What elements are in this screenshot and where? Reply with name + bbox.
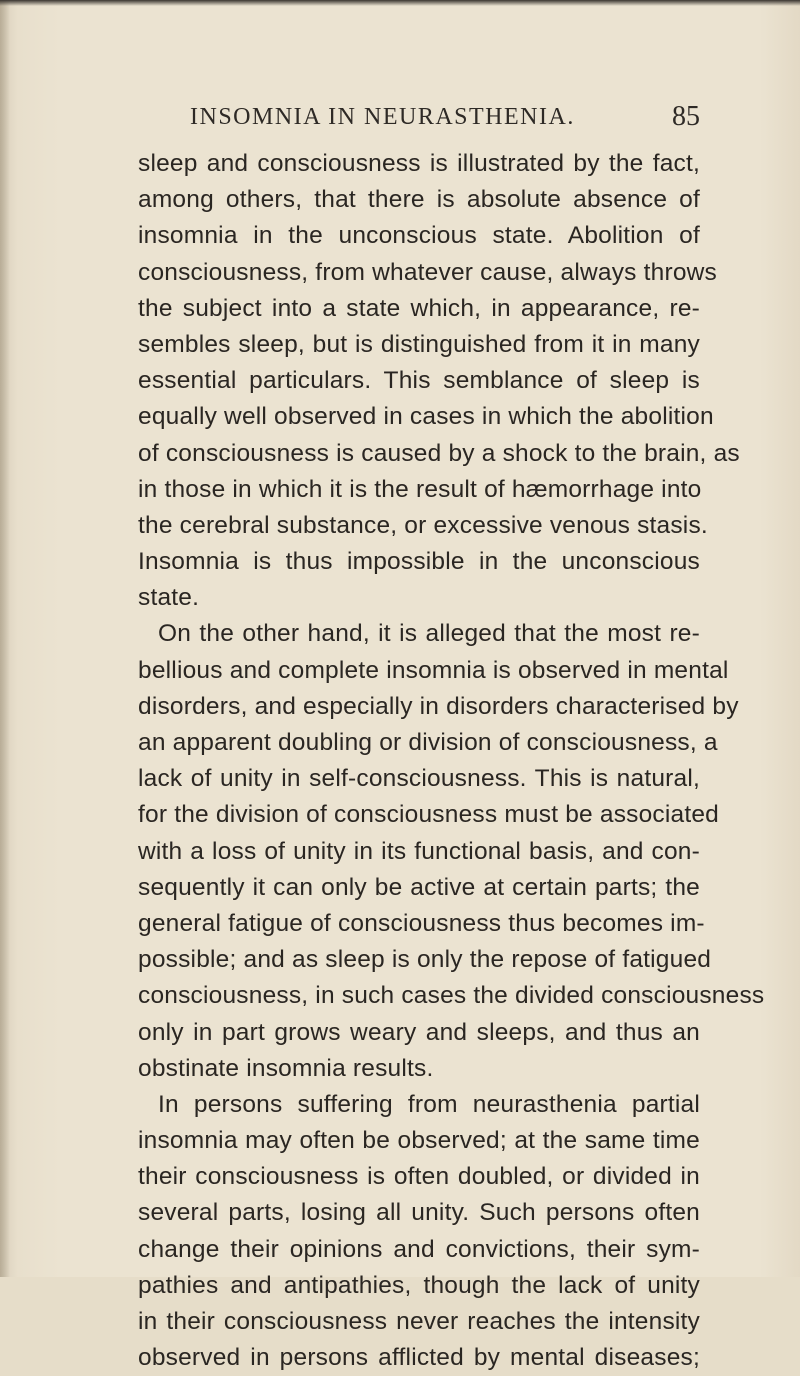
text-line: disorders, and especially in disorders characterised by [138, 692, 739, 720]
text-line: consciousness, in such cases the divided consciousness [138, 982, 765, 1010]
page-number: 85 [672, 101, 700, 132]
text-line: change their opinions and convictions, their sym- [138, 1235, 700, 1263]
text-line: equally well observed in cases in which the abolition [138, 403, 714, 431]
page-top-edge [0, 0, 800, 6]
text-line: Insomnia is thus impossible in the unconscious [138, 548, 700, 576]
text-line: sequently it can only be active at certain parts; the [138, 873, 700, 901]
text-line: an apparent doubling or division of consciousness, a [138, 729, 718, 756]
text-line: the cerebral substance, or excessive venous stasis. [138, 511, 708, 539]
text-line: possible; and as sleep is only the repose of fatigued [138, 946, 712, 974]
text-line: observed in persons afflicted by mental diseases; [138, 1344, 700, 1372]
paragraph-start-line: In persons suffering from neurasthenia partial [158, 1090, 700, 1118]
text-line: bellious and complete insomnia is observed in mental [138, 656, 729, 684]
paragraph-end-line: obstinate insomnia results. [138, 1054, 434, 1082]
text-line: in those in which it is the result of hæmorrhage into [138, 475, 702, 503]
text-line: of consciousness is caused by a shock to the brain, as [138, 439, 740, 467]
text-line: consciousness, from whatever cause, always throws [138, 258, 717, 286]
running-title: INSOMNIA IN NEURASTHENIA. [190, 104, 575, 130]
body-text [138, 146, 765, 1376]
paragraph-start-line: On the other hand, it is alleged that the most re- [158, 620, 700, 648]
text-line: only in part grows weary and sleeps, and thus an [138, 1018, 700, 1046]
text-line: lack of unity in self-consciousness. This is natural, [138, 765, 700, 793]
text-line: insomnia in the unconscious state. Abolition of [138, 222, 700, 250]
spine-shadow [0, 0, 10, 1277]
text-line: essential particulars. This semblance of sleep is [138, 367, 700, 395]
paragraph-end-line: state. [138, 584, 200, 612]
text-line: pathies and antipathies, though the lack of unity [138, 1271, 700, 1299]
text-line: the subject into a state which, in appearance, re- [138, 294, 700, 322]
text-line: insomnia may often be observed; at the same time [138, 1127, 700, 1155]
text-line: their consciousness is often doubled, or divided in [138, 1163, 700, 1191]
text-line: among others, that there is absolute absence of [138, 186, 700, 214]
text-line: sleep and consciousness is illustrated by the fact, [138, 150, 700, 177]
text-line: several parts, losing all unity. Such persons often [138, 1199, 700, 1227]
running-head [190, 101, 700, 138]
text-line: general fatigue of consciousness thus becomes im- [138, 909, 705, 937]
text-line: with a loss of unity in its functional basis, and con- [138, 837, 700, 865]
text-line: in their consciousness never reaches the intensity [138, 1308, 700, 1335]
text-line: sembles sleep, but is distinguished from it in many [138, 330, 700, 358]
text-line: for the division of consciousness must be associated [138, 801, 720, 829]
